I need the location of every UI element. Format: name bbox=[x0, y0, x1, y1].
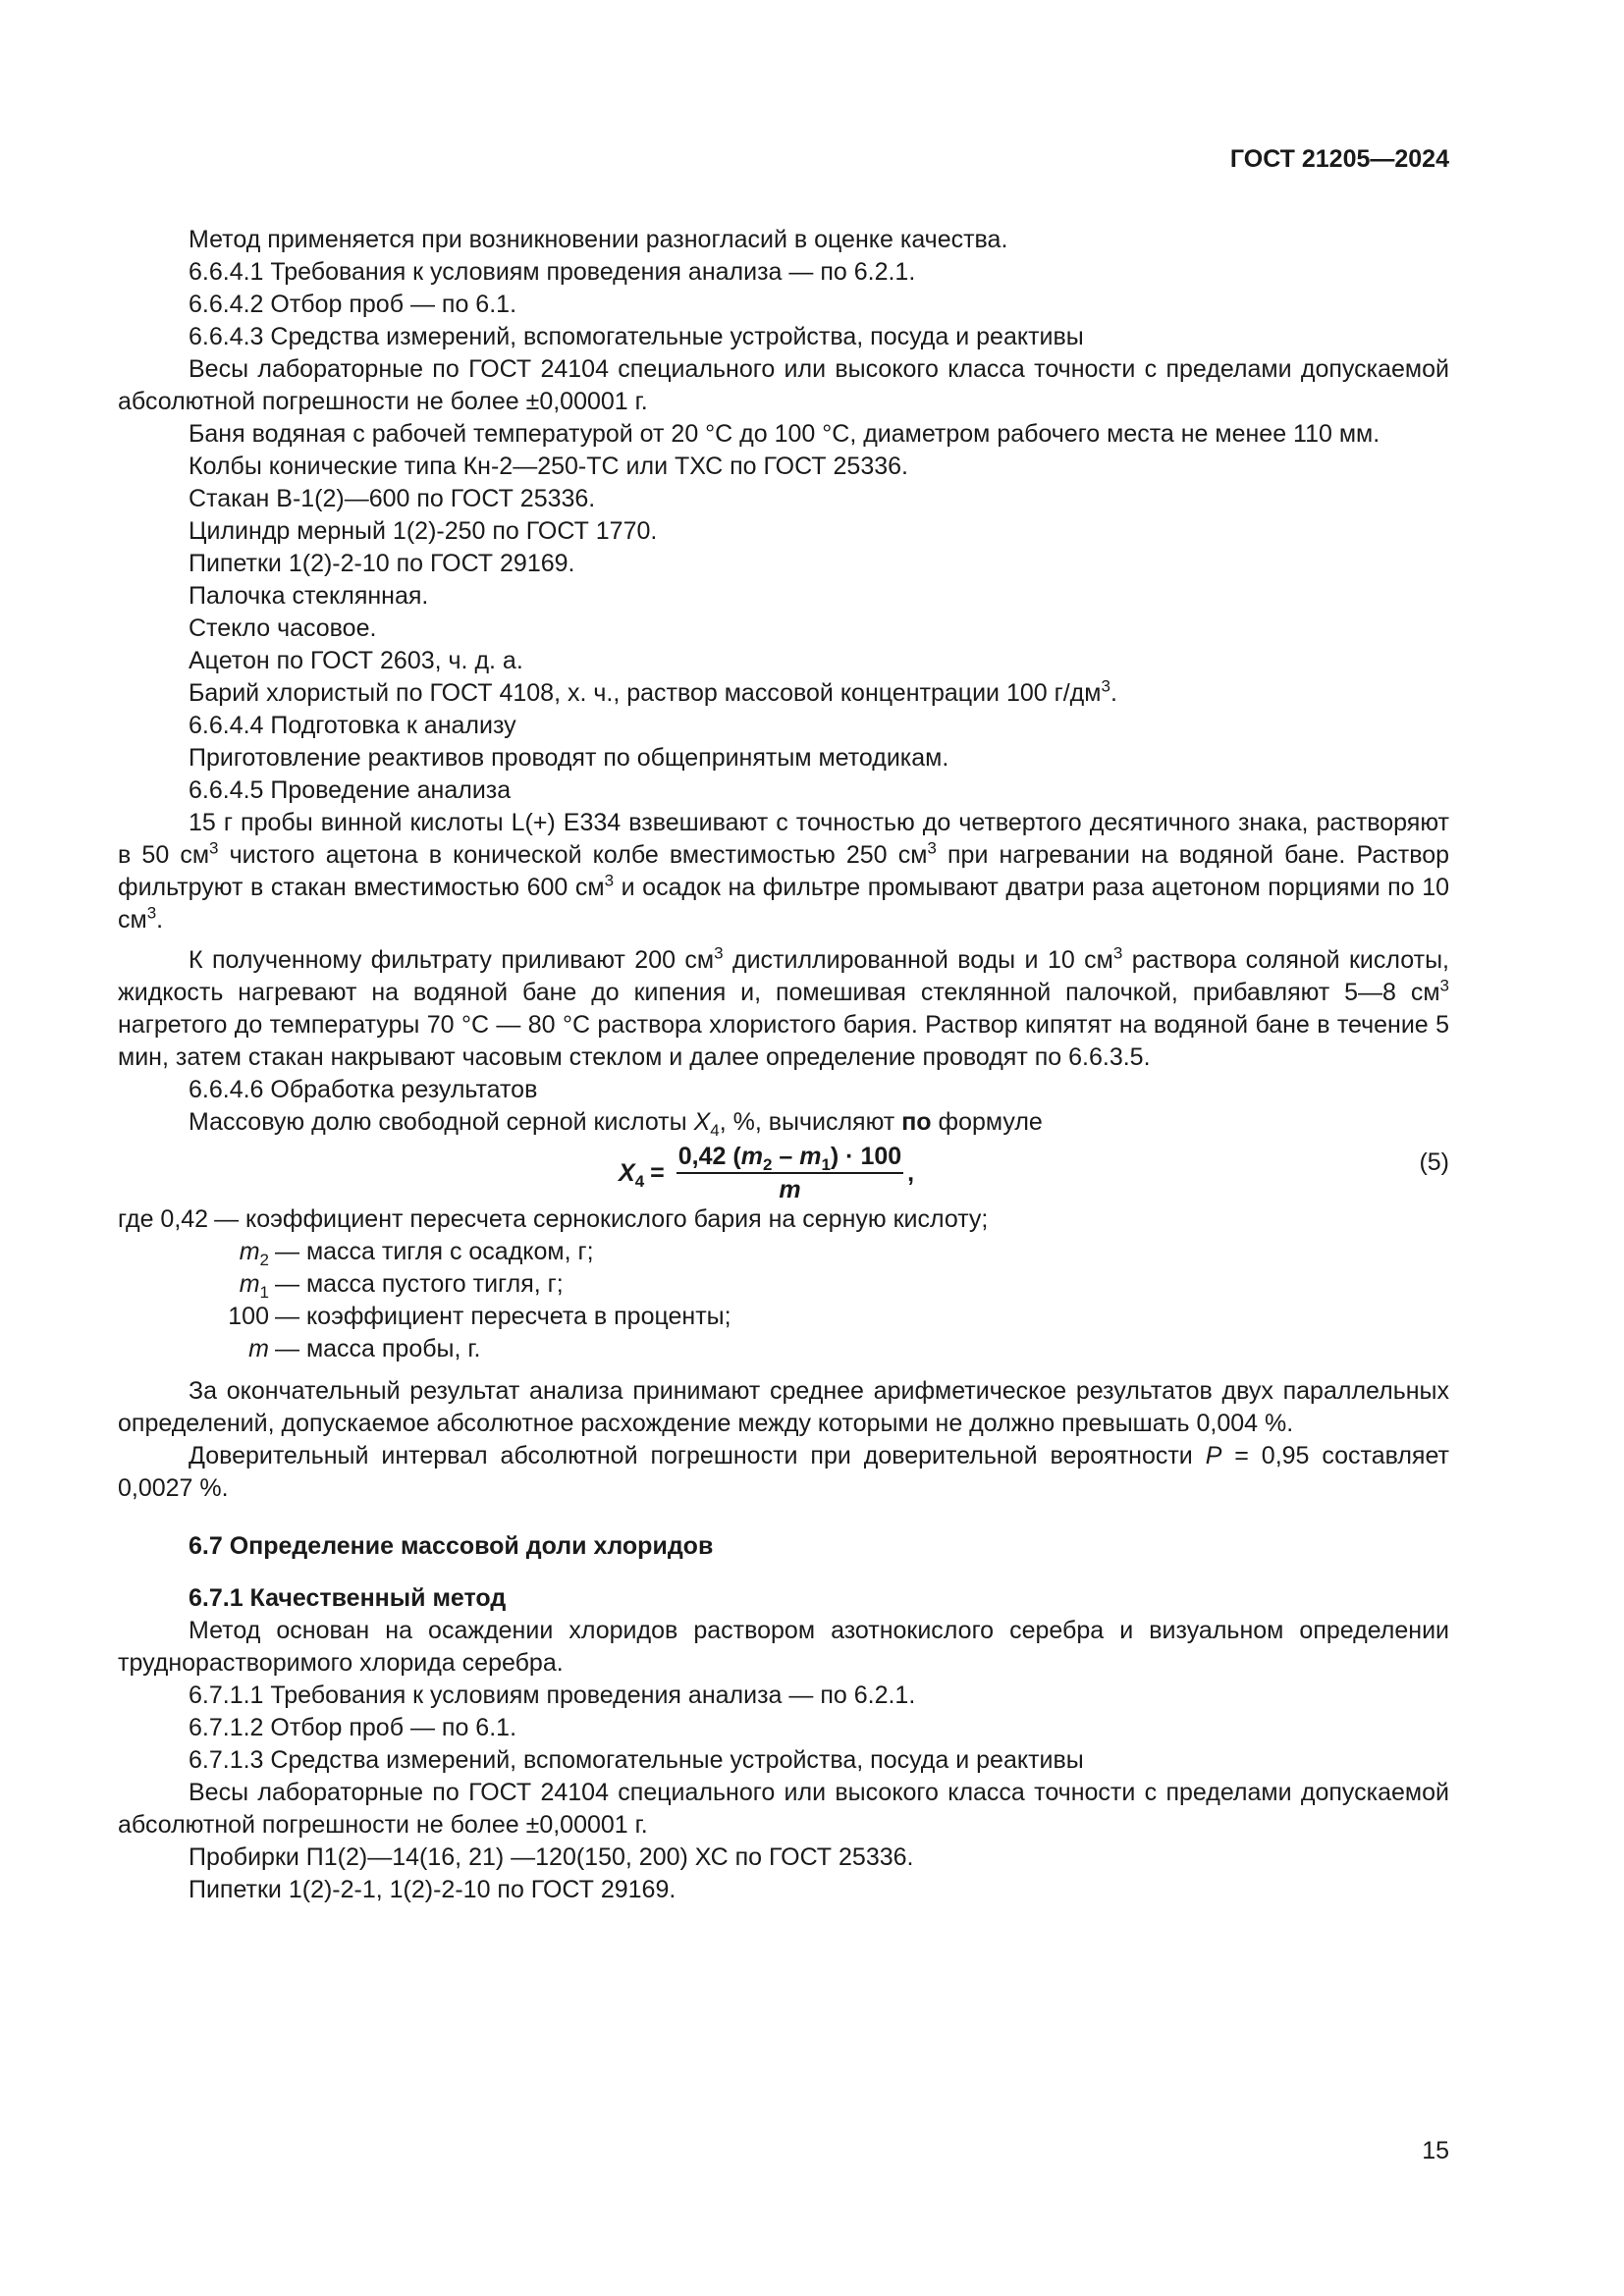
text-run-bold: по bbox=[901, 1108, 932, 1136]
where-text: — масса пробы, г. bbox=[275, 1335, 481, 1362]
where-variable: m bbox=[239, 1270, 260, 1298]
paragraph bbox=[118, 807, 1449, 936]
formula-number: (5) bbox=[1419, 1148, 1449, 1176]
paragraph bbox=[118, 1106, 1449, 1139]
paragraph: 6.6.4.1 Требования к условиям проведения анализа — по 6.2.1. bbox=[189, 258, 916, 286]
where-variable: m bbox=[239, 1238, 260, 1265]
paragraph: 6.6.4.5 Проведение анализа bbox=[189, 776, 512, 804]
superscript-3: 3 bbox=[209, 838, 219, 858]
formula-comma: , bbox=[907, 1158, 915, 1187]
document-header-id: ГОСТ 21205—2024 bbox=[1229, 145, 1449, 173]
paragraph: Весы лабораторные по ГОСТ 24104 специального или высокого класса точности с пределами допускаемой абсолютной погрешности не более ±0,00001 г. bbox=[118, 1779, 1449, 1839]
formula-equals: = bbox=[650, 1158, 665, 1187]
paragraph: Пипетки 1(2)-2-10 по ГОСТ 29169. bbox=[189, 550, 575, 577]
text-run: раствора соляной кислоты, жидкость нагревают на водяной бане до кипения и, помешивая стеклянной палочкой, прибавляют 5—8 см bbox=[118, 946, 1449, 1006]
formula-denominator: m bbox=[779, 1176, 801, 1203]
paragraph: За окончательный результат анализа принимают среднее арифметическое результатов двух параллельных определений, допускаемое абсолютное расхождение между которыми не должно превышать 0,004 %. bbox=[118, 1377, 1449, 1437]
page-number: 15 bbox=[1422, 2137, 1449, 2164]
where-row bbox=[118, 1268, 1449, 1301]
formula-expression bbox=[619, 1143, 914, 1203]
section-heading: 6.7 Определение массовой доли хлоридов bbox=[189, 1532, 714, 1560]
paragraph: 6.6.4.2 Отбор проб — по 6.1. bbox=[189, 291, 517, 318]
formula-part: m bbox=[799, 1143, 822, 1170]
where-symbol bbox=[118, 1268, 269, 1301]
superscript-3: 3 bbox=[714, 943, 724, 963]
text-run: формуле bbox=[931, 1108, 1043, 1136]
text-run: нагретого до температуры 70 °С — 80 °С раствора хлористого бария. Раствор кипятят на водяной бане в течение 5 мин, затем стакан накрывают часовым стеклом и далее определение проводят по 6.6.3.5. bbox=[118, 1011, 1449, 1071]
variable-p: P bbox=[1205, 1442, 1222, 1469]
text-run: = 0,95 составляет 0,0027 %. bbox=[118, 1442, 1449, 1502]
where-symbol: где 0,42 bbox=[118, 1205, 209, 1233]
paragraph bbox=[118, 944, 1449, 1074]
text-run: Массовую долю свободной серной кислоты bbox=[189, 1108, 694, 1136]
paragraph: 6.7.1.3 Средства измерений, вспомогательные устройства, посуда и реактивы bbox=[189, 1746, 1084, 1774]
superscript-3: 3 bbox=[1101, 676, 1110, 696]
superscript-3: 3 bbox=[1439, 976, 1449, 995]
formula-sub: 4 bbox=[634, 1171, 645, 1191]
text-run: 15 г пробы винной кислоты L(+) Е334 взвешивают с точностью до четвертого десятичного знака, растворяют в 50 см bbox=[118, 809, 1449, 869]
formula-lhs bbox=[619, 1157, 644, 1190]
paragraph: 6.6.4.4 Подготовка к анализу bbox=[189, 712, 516, 739]
variable-x: X bbox=[693, 1108, 711, 1136]
where-variable: m bbox=[248, 1335, 269, 1362]
text-run: при нагревании на водяной бане. Раствор фильтруют в стакан вместимостью 600 см bbox=[118, 841, 1450, 901]
where-text: — коэффициент пересчета в проценты; bbox=[275, 1303, 731, 1330]
where-list bbox=[118, 1236, 1449, 1365]
where-row bbox=[118, 1333, 1449, 1365]
formula-part: 0,42 ( bbox=[677, 1143, 741, 1170]
superscript-3: 3 bbox=[604, 871, 615, 890]
where-symbol bbox=[118, 1301, 269, 1333]
paragraph: Пипетки 1(2)-2-1, 1(2)-2-10 по ГОСТ 29169. bbox=[189, 1876, 677, 1903]
formula-part: ) · 100 bbox=[830, 1143, 902, 1170]
paragraph: Приготовление реактивов проводят по общепринятым методикам. bbox=[189, 744, 949, 772]
paragraph: Ацетон по ГОСТ 2603, ч. д. а. bbox=[189, 647, 523, 674]
where-symbol bbox=[118, 1333, 269, 1365]
superscript-3: 3 bbox=[1112, 943, 1123, 963]
text-run: . bbox=[1110, 679, 1117, 707]
where-symbol bbox=[118, 1236, 269, 1268]
where-subscript: 1 bbox=[259, 1283, 269, 1302]
where-variable: 100 bbox=[228, 1303, 269, 1330]
formula-numerator bbox=[677, 1143, 903, 1174]
formula-sub: 1 bbox=[821, 1155, 831, 1174]
text-run: Барий хлористый по ГОСТ 4108, х. ч., раствор массовой концентрации 100 г/дм bbox=[189, 679, 1102, 707]
subsection-heading: 6.7.1 Качественный метод bbox=[189, 1584, 507, 1612]
subscript-4: 4 bbox=[710, 1121, 720, 1140]
where-intro bbox=[118, 1203, 1449, 1236]
paragraph bbox=[118, 677, 1449, 710]
superscript-3: 3 bbox=[146, 903, 157, 923]
paragraph bbox=[118, 1440, 1449, 1505]
where-subscript: 2 bbox=[259, 1251, 269, 1269]
paragraph: Метод основан на осаждении хлоридов раствором азотнокислого серебра и визуальном определении труднорастворимого хлорида серебра. bbox=[118, 1617, 1449, 1677]
paragraph: Стакан В-1(2)—600 по ГОСТ 25336. bbox=[189, 485, 596, 512]
where-text: — масса пустого тигля, г; bbox=[275, 1270, 564, 1298]
paragraph: Весы лабораторные по ГОСТ 24104 специального или высокого класса точности с пределами допускаемой абсолютной погрешности не более ±0,00001 г. bbox=[118, 355, 1449, 415]
paragraph: 6.6.4.6 Обработка результатов bbox=[189, 1076, 538, 1103]
text-run: К полученному фильтрату приливают 200 см bbox=[189, 946, 715, 974]
paragraph: Стекло часовое. bbox=[189, 614, 377, 642]
superscript-3: 3 bbox=[927, 838, 937, 858]
paragraph: 6.6.4.3 Средства измерений, вспомогательные устройства, посуда и реактивы bbox=[189, 323, 1084, 350]
text-run: Доверительный интервал абсолютной погрешности при доверительной вероятности bbox=[189, 1442, 1206, 1469]
text-run: и осадок на фильтре промывают дватри раза ацетоном порциями по 10 см bbox=[118, 874, 1450, 934]
formula-sub: 2 bbox=[762, 1155, 773, 1174]
text-run: чистого ацетона в конической колбе вместимостью 250 см bbox=[218, 841, 928, 869]
formula-part: – bbox=[772, 1143, 800, 1170]
formula-var: X bbox=[619, 1158, 635, 1187]
formula-5 bbox=[118, 1141, 1449, 1203]
paragraph: Пробирки П1(2)—14(16, 21) —120(150, 200) ХС по ГОСТ 25336. bbox=[189, 1843, 914, 1871]
where-row bbox=[118, 1301, 1449, 1333]
paragraph: Колбы конические типа Кн-2—250-ТС или ТХС по ГОСТ 25336. bbox=[189, 453, 908, 480]
text-run: дистиллированной воды и 10 см bbox=[723, 946, 1113, 974]
paragraph: 6.7.1.1 Требования к условиям проведения анализа — по 6.2.1. bbox=[189, 1682, 916, 1709]
document-body bbox=[118, 224, 1449, 1906]
formula-part: m bbox=[740, 1143, 763, 1170]
paragraph: Цилиндр мерный 1(2)-250 по ГОСТ 1770. bbox=[189, 517, 658, 545]
text-run: , %, вычисляют bbox=[719, 1108, 902, 1136]
paragraph: Палочка стеклянная. bbox=[189, 582, 429, 610]
where-text: — коэффициент пересчета сернокислого бария на серную кислоту; bbox=[214, 1205, 989, 1233]
where-row bbox=[118, 1236, 1449, 1268]
text-run: . bbox=[156, 906, 164, 934]
formula-fraction bbox=[677, 1143, 903, 1203]
where-text: — масса тигля с осадком, г; bbox=[275, 1238, 594, 1265]
paragraph: 6.7.1.2 Отбор проб — по 6.1. bbox=[189, 1714, 517, 1741]
paragraph: Баня водяная с рабочей температурой от 20 °С до 100 °С, диаметром рабочего места не менее 110 мм. bbox=[189, 420, 1380, 448]
paragraph: Метод применяется при возникновении разногласий в оценке качества. bbox=[189, 226, 1008, 253]
